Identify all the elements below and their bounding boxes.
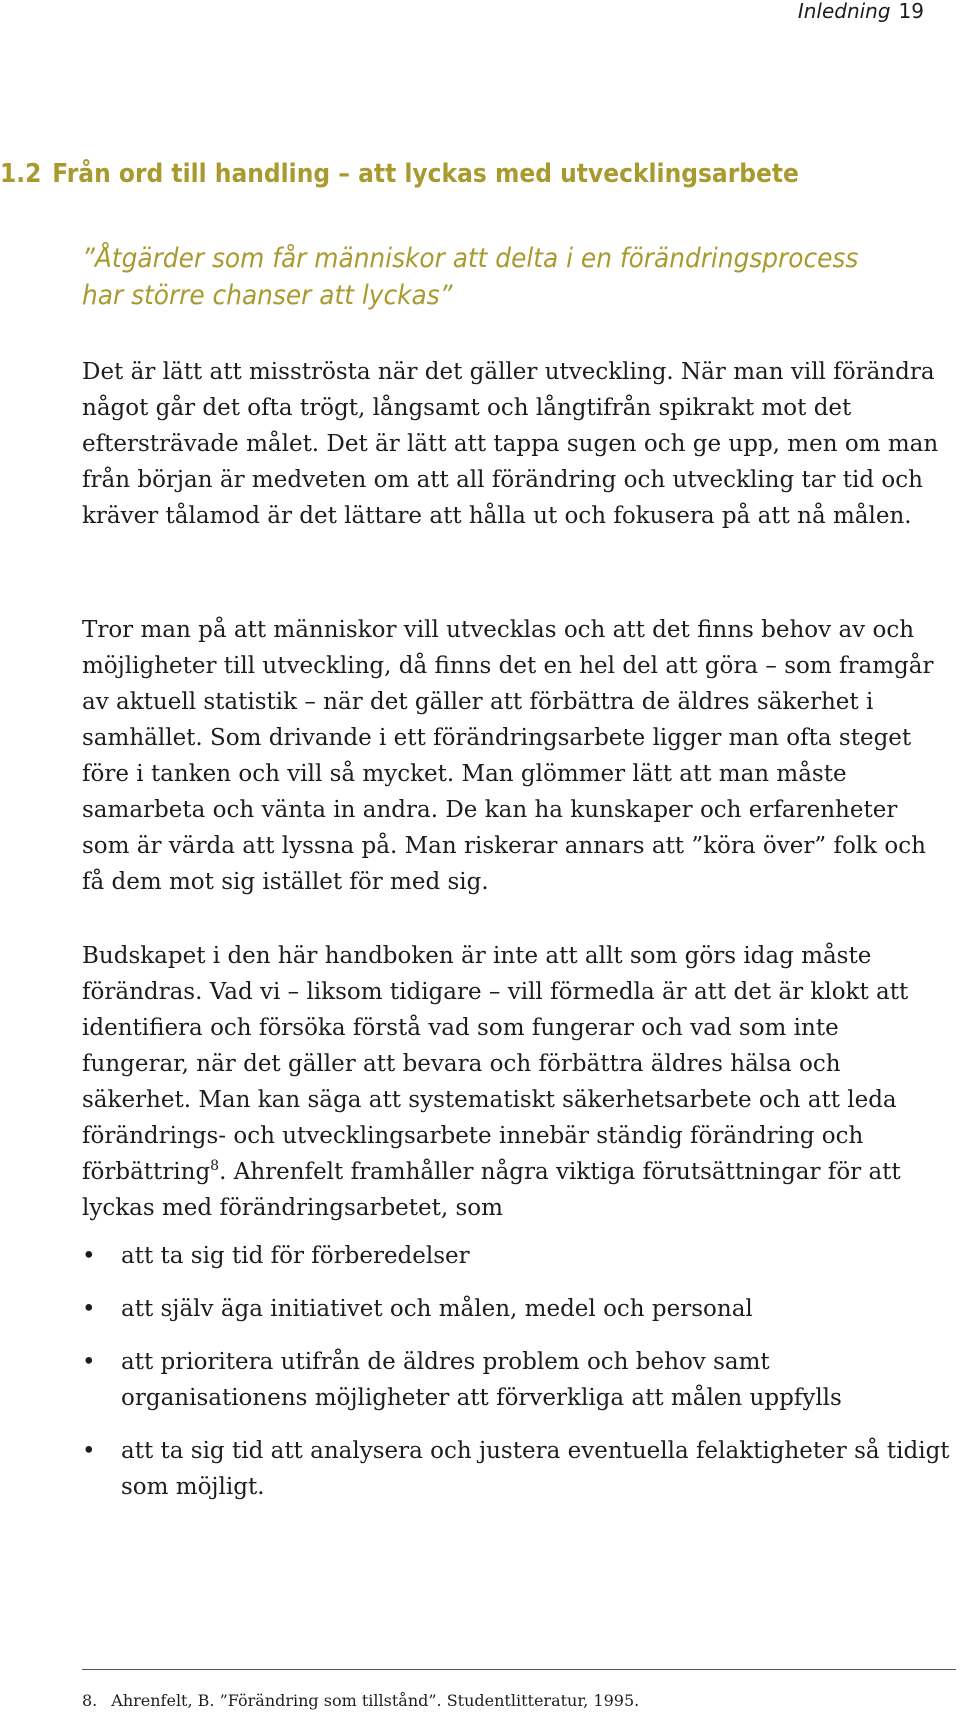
body-paragraph-1 — [82, 354, 952, 534]
page-number: 19 — [898, 0, 924, 23]
list-item — [82, 1344, 952, 1416]
body-paragraph-3 — [82, 938, 952, 1226]
footnote-text: Ahrenfelt, B. ”Förändring som tillstånd”. Studentlitteratur, 1995. — [111, 1691, 640, 1710]
section-heading — [0, 156, 799, 192]
running-header — [798, 0, 924, 24]
footnote-number: 8. — [82, 1691, 98, 1710]
footnote-divider — [82, 1669, 956, 1670]
bullet-icon: • — [82, 1438, 96, 1464]
list-item — [82, 1238, 952, 1274]
body-paragraph-2 — [82, 612, 952, 900]
list-item-text: att prioritera utifrån de äldres problem och behov samt organisationens möjligheter att förverkliga att målen uppfylls — [121, 1349, 842, 1411]
paragraph-text: Tror man på att människor vill utvecklas och att det finns behov av och möjligheter till utveckling, då finns det en hel del att göra – som framgår av aktuell statistik – när det gäller att förbättra de äldres säkerhet i samhället. Som drivande i ett förändringsarbete ligger man ofta steget före i tanken och vill så mycket. Man glömmer lätt att man måste samarbeta och vänta in andra. De kan ha kunskaper och erfarenheter som är värda att lyssna på. Man riskerar annars att ”köra över” folk och få dem mot sig istället för med sig. — [82, 617, 934, 895]
paragraph-text — [82, 938, 952, 1226]
bullet-icon: • — [82, 1296, 96, 1322]
section-title: Från ord till handling – att lyckas med utvecklingsarbete — [52, 159, 799, 189]
bullet-list — [82, 1238, 952, 1522]
list-item — [82, 1291, 952, 1327]
paragraph-text-end: . Ahrenfelt framhåller några viktiga förutsättningar för att lyckas med förändringsarbetet, som — [82, 1159, 901, 1221]
footnote-reference[interactable]: 8 — [210, 1158, 220, 1174]
section-number: 1.2 — [0, 159, 42, 189]
chapter-title: Inledning — [797, 0, 891, 23]
paragraph-text: Det är lätt att misströsta när det gäller utveckling. När man vill förändra något går det ofta trögt, långsamt och långtifrån spikrakt mot det eftersträvade målet. Det är lätt att tappa sugen och ge upp, men om man från början är medveten om att all förändring och utveckling tar tid och kräver tålamod är det lättare att hålla ut och fokusera på att nå målen. — [82, 359, 939, 529]
list-item — [82, 1433, 952, 1505]
bullet-icon: • — [82, 1349, 96, 1375]
list-item-text: att ta sig tid att analysera och justera eventuella felaktigheter så tidigt som möjligt. — [121, 1438, 950, 1500]
bullet-icon: • — [82, 1243, 96, 1269]
list-item-text: att ta sig tid för förberedelser — [121, 1243, 470, 1269]
pull-quote: ”Åtgärder som får människor att delta i en förändringsprocess har större chanser att lyckas” — [82, 243, 859, 311]
footnote — [82, 1690, 639, 1712]
paragraph-text-start: Budskapet i den här handboken är inte att allt som görs idag måste förändras. Vad vi – liksom tidigare – vill förmedla är att det är klokt att identifiera och försöka förstå vad som fungerar och vad som inte fungerar, när det gäller att bevara och förbättra äldres hälsa och säkerhet. Man kan säga att systematiskt säkerhetsarbete och att leda förändrings- och utvecklingsarbete innebär ständig förändring och förbättring — [82, 943, 909, 1185]
list-item-text: att själv äga initiativet och målen, medel och personal — [121, 1296, 753, 1322]
